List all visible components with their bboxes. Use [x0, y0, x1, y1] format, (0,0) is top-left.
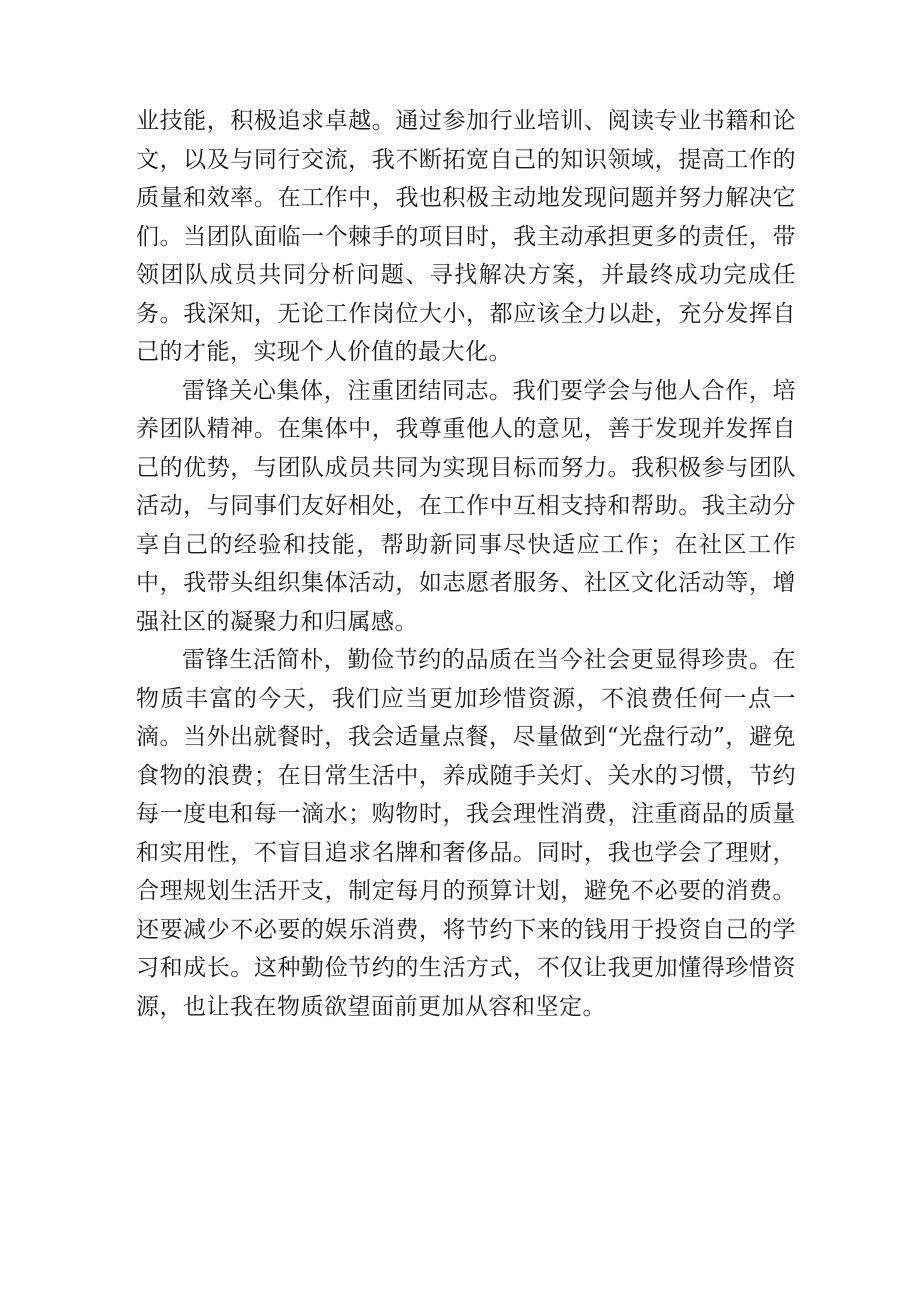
- paragraph-collective: 雷锋关心集体，注重团结同志。我们要学会与他人合作，培养团队精神。在集体中，我尊重他人的意见，善于发现并发挥自己的优势，与团队成员共同为实现目标而努力。我积极参与团队活动，与同事们友好相处，在工作中互相支持和帮助。我主动分享自己的经验和技能，帮助新同事尽快适应工作；在社区工作中，我带头组织集体活动，如志愿者服务、社区文化活动等，增强社区的凝聚力和归属感。: [136, 377, 796, 635]
- paragraph-frugality: 雷锋生活简朴，勤俭节约的品质在当今社会更显得珍贵。在物质丰富的今天，我们应当更加珍惜资源，不浪费任何一点一滴。当外出就餐时，我会适量点餐，尽量做到“光盘行动”，避免食物的浪费；在日常生活中，养成随手关灯、关水的习惯，节约每一度电和每一滴水；购物时，我会理性消费，注重商品的质量和实用性，不盲目追求名牌和奢侈品。同时，我也学会了理财，合理规划生活开支，制定每月的预算计划，避免不必要的消费。还要减少不必要的娱乐消费，将节约下来的钱用于投资自己的学习和成长。这种勤俭节约的生活方式，不仅让我更加懂得珍惜资源，也让我在物质欲望面前更加从容和坚定。: [136, 647, 796, 1020]
- document-page: [136, 102, 796, 1026]
- paragraph-continued: 业技能，积极追求卓越。通过参加行业培训、阅读专业书籍和论文，以及与同行交流，我不断拓宽自己的知识领域，提高工作的质量和效率。在工作中，我也积极主动地发现问题并努力解决它们。当团队面临一个棘手的项目时，我主动承担更多的责任，带领团队成员共同分析问题、寻找解决方案，并最终成功完成任务。我深知，无论工作岗位大小，都应该全力以赴，充分发挥自己的才能，实现个人价值的最大化。: [136, 108, 796, 365]
